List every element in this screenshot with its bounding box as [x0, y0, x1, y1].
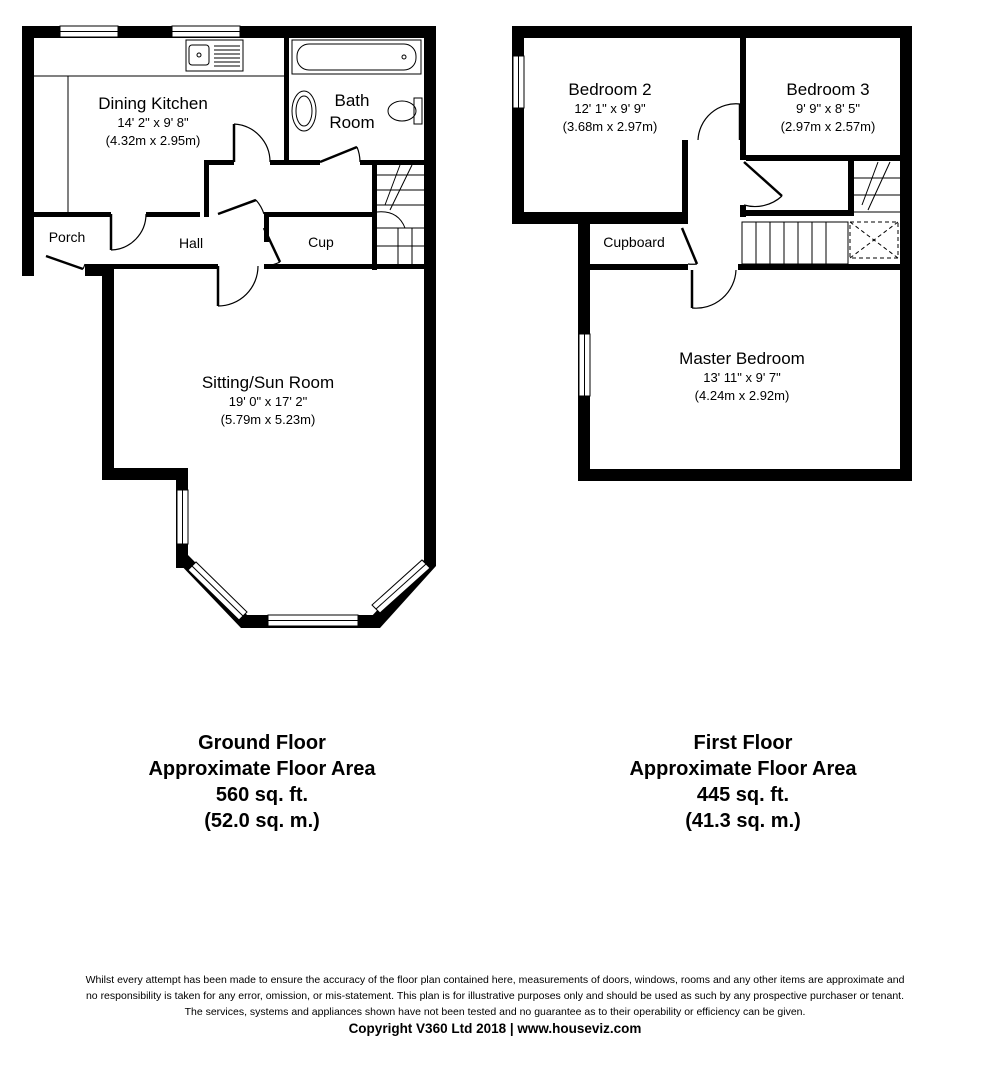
disclaimer [0, 972, 990, 1038]
ground-floor-stairs [377, 165, 424, 264]
first-floor-area-sqm: (41.3 sq. m.) [685, 810, 801, 832]
ground-floor-plan [22, 26, 436, 628]
sitting-room-imperial: 19' 0" x 17' 2" [228, 394, 308, 409]
first-floor-area-sqft: 445 sq. ft. [696, 784, 790, 806]
ground-floor-subtitle: Approximate Floor Area [148, 758, 376, 780]
master-bedroom-imperial: 13' 11" x 9' 7" [703, 370, 781, 385]
bedroom-2-metric: (3.68m x 2.97m) [562, 119, 658, 134]
cupboard-name: Cupboard [603, 234, 665, 250]
bedroom-3-imperial: 9' 9" x 8' 5" [795, 101, 861, 116]
disclaimer-line-2: no responsibility is taken for any error, omission, or mis-statement. This plan is for illustrative purposes only and should be used as such by any prospective purchaser or tenant. [85, 990, 905, 1002]
ground-floor-title: Ground Floor [198, 732, 326, 754]
ground-floor-labels [49, 91, 375, 427]
copyright-notice: Copyright V360 Ltd 2018 | www.houseviz.com [348, 1021, 642, 1036]
dining-kitchen-metric: (4.32m x 2.95m) [105, 133, 201, 148]
bedroom-2-name: Bedroom 2 [568, 80, 652, 99]
dining-kitchen-imperial: 14' 2" x 9' 8" [117, 115, 189, 130]
ground-floor-summary [82, 730, 442, 834]
dining-kitchen-name: Dining Kitchen [98, 94, 208, 113]
master-bedroom-metric: (4.24m x 2.92m) [694, 388, 790, 403]
master-bedroom-name: Master Bedroom [679, 349, 805, 368]
disclaimer-line-3: The services, systems and appliances shown have not been tested and no guarantee as to their operability or efficiency can be given. [184, 1006, 806, 1018]
ground-floor-area-sqm: (52.0 sq. m.) [204, 810, 320, 832]
first-floor-summary [563, 730, 923, 834]
bath-room-name-line2: Room [329, 113, 375, 132]
bedroom-3-name: Bedroom 3 [786, 80, 870, 99]
hall-name: Hall [178, 235, 204, 251]
bath-room-name-line1: Bath [334, 91, 370, 110]
first-floor-title: First Floor [693, 732, 793, 754]
disclaimer-line-1: Whilst every attempt has been made to ensure the accuracy of the floor plan contained here, measurements of doors, windows, rooms and any other items are approximate and [85, 974, 905, 986]
porch-name: Porch [48, 229, 86, 245]
cup-name: Cup [308, 234, 334, 250]
first-floor-labels [563, 80, 876, 403]
first-floor-plan [512, 26, 912, 481]
sitting-room-name: Sitting/Sun Room [201, 373, 335, 392]
bedroom-3-metric: (2.97m x 2.57m) [780, 119, 876, 134]
sitting-room-metric: (5.79m x 5.23m) [220, 412, 316, 427]
ground-floor-area-sqft: 560 sq. ft. [215, 784, 309, 806]
first-floor-doors [682, 104, 782, 308]
bedroom-2-imperial: 12' 1" x 9' 9" [574, 101, 646, 116]
first-floor-subtitle: Approximate Floor Area [629, 758, 857, 780]
